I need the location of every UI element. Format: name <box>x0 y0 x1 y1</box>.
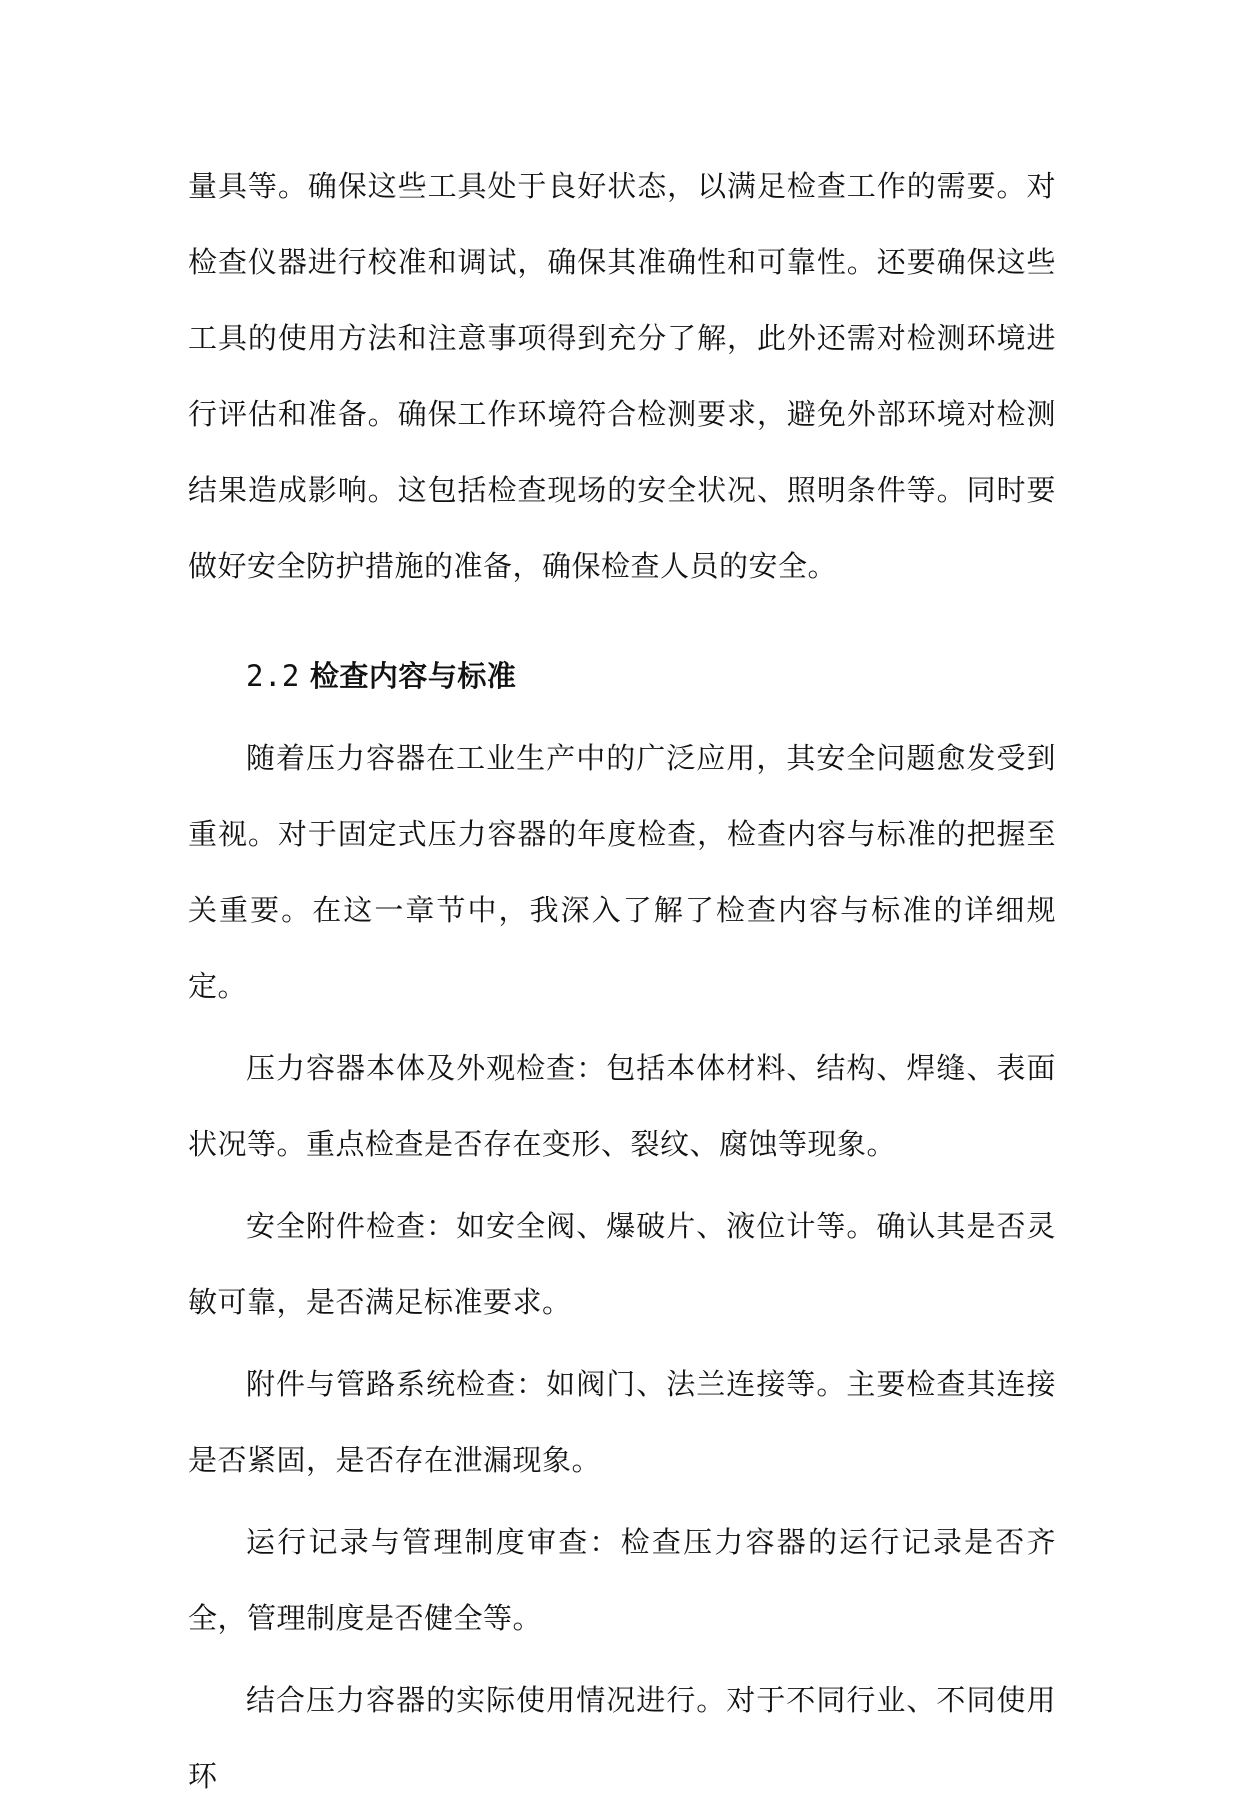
document-body <box>188 148 1056 1820</box>
section-heading <box>246 638 1056 714</box>
section-title: 检查内容与标准 <box>309 659 517 693</box>
paragraph-piping-inspection: 附件与管路系统检查：如阀门、法兰连接等。主要检查其连接是否紧固，是否存在泄漏现象。 <box>188 1367 1056 1477</box>
paragraph-safety-accessories: 安全附件检查：如安全阀、爆破片、液位计等。确认其是否灵敏可靠，是否满足标准要求。 <box>188 1209 1056 1319</box>
paragraph-records-review: 运行记录与管理制度审查：检查压力容器的运行记录是否齐全，管理制度是否健全等。 <box>188 1525 1056 1635</box>
intro-paragraph: 量具等。确保这些工具处于良好状态，以满足检查工作的需要。对检查仪器进行校准和调试，确保其准确性和可靠性。还要确保这些工具的使用方法和注意事项得到充分了解，此外还需对检测环境进行评估和准备。确保工作环境符合检测要求，避免外部环境对检测结果造成影响。这包括检查现场的安全状况、照明条件等。同时要做好安全防护措施的准备，确保检查人员的安全。 <box>188 169 1056 583</box>
paragraph-usage-conditions: 结合压力容器的实际使用情况进行。对于不同行业、不同使用环 <box>188 1683 1056 1793</box>
section-number: 2.2 <box>246 659 300 693</box>
paragraph-overview: 随着压力容器在工业生产中的广泛应用，其安全问题愈发受到重视。对于固定式压力容器的年度检查，检查内容与标准的把握至关重要。在这一章节中，我深入了解了检查内容与标准的详细规定。 <box>188 741 1056 1003</box>
paragraph-body-inspection: 压力容器本体及外观检查：包括本体材料、结构、焊缝、表面状况等。重点检查是否存在变形、裂纹、腐蚀等现象。 <box>188 1051 1056 1161</box>
